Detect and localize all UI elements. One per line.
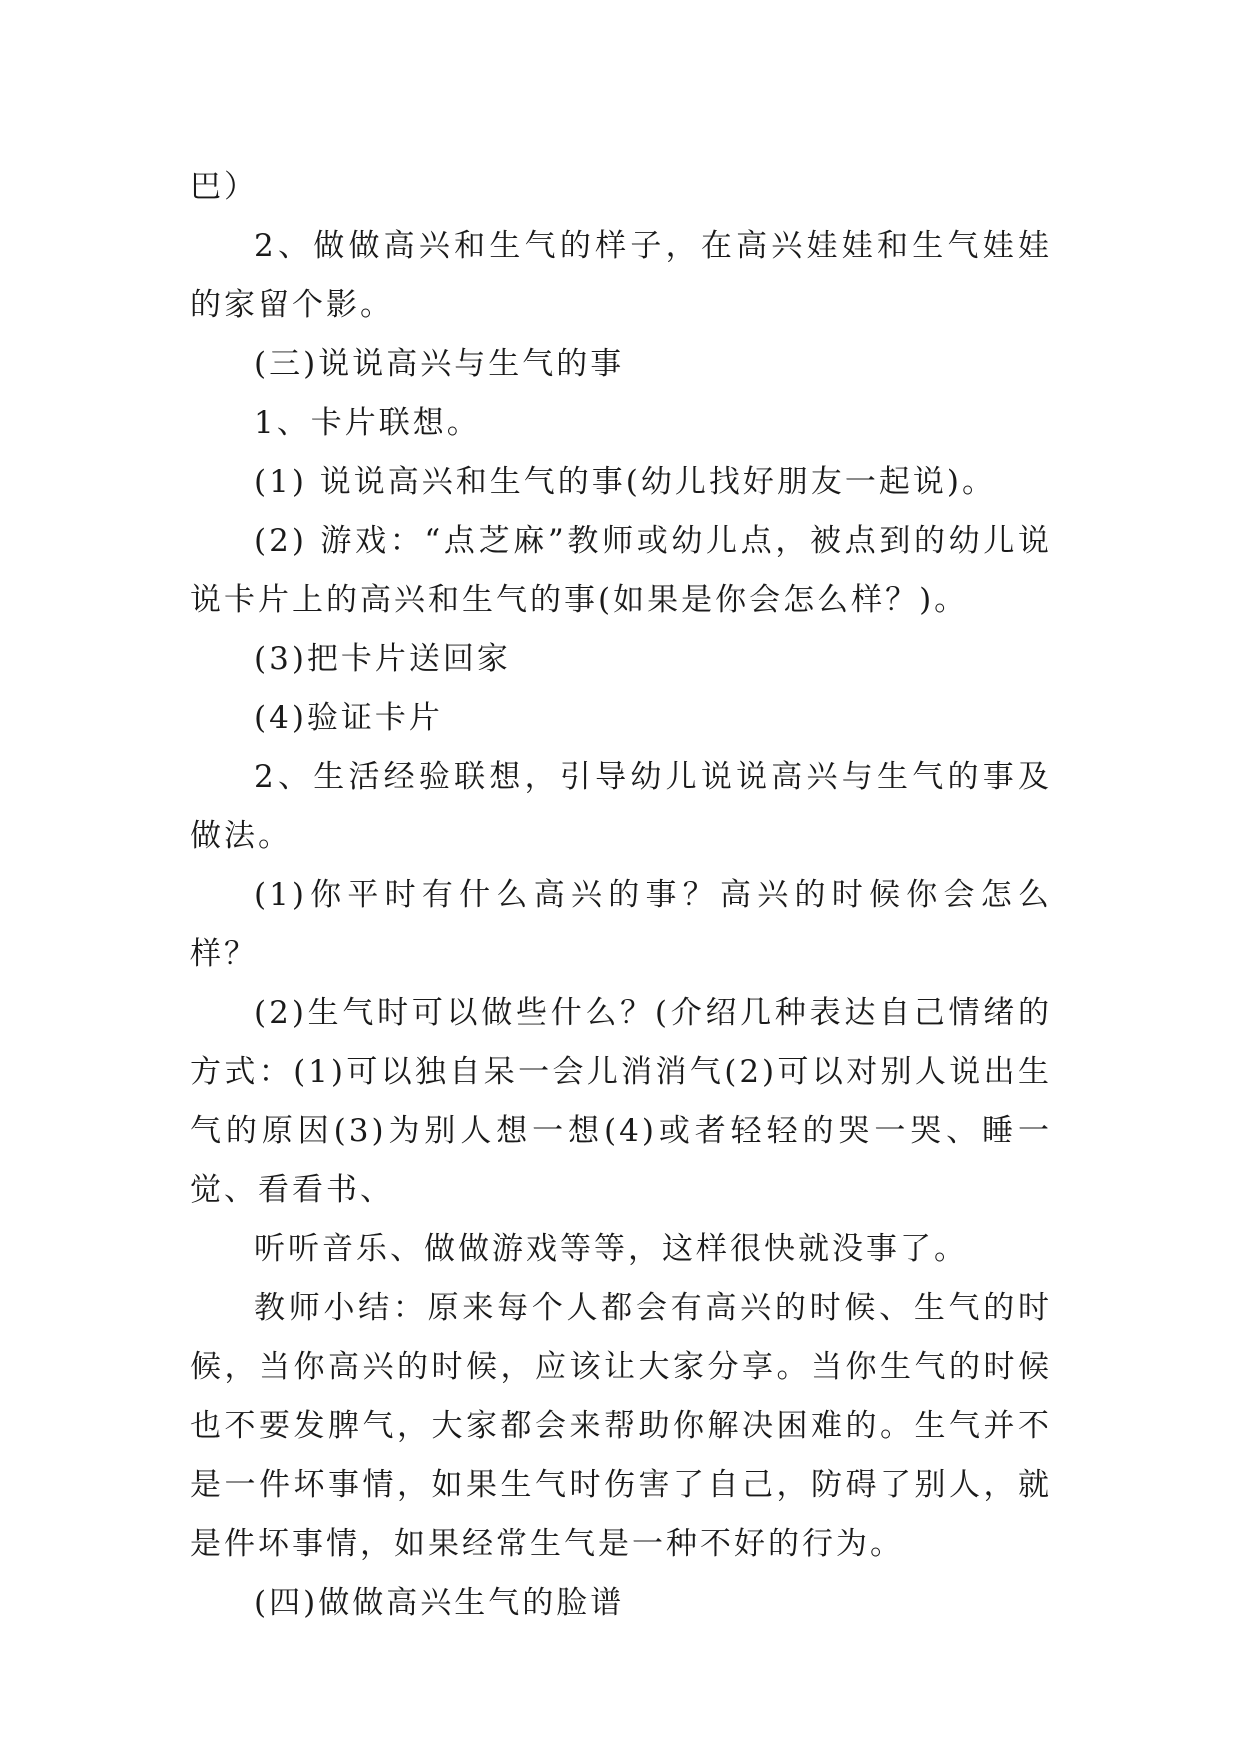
paragraph-activities: 听听音乐、做做游戏等等，这样很快就没事了。 <box>254 1231 968 1267</box>
list-item-angry: (2)生气时可以做些什么？(介绍几种表达自己情绪的方式：(1)可以独自呆一会儿消消气(2)可以对别人说出生气的原因(3)为别人想一想(4)或者轻轻的哭一哭、睡一觉、看看书、 <box>190 995 1052 1208</box>
paragraph-step-2-photo: 2、做做高兴和生气的样子，在高兴娃娃和生气娃娃的家留个影。 <box>190 228 1052 323</box>
section-heading-3: (三)说说高兴与生气的事 <box>254 346 625 382</box>
paragraph-teacher-summary: 教师小结：原来每个人都会有高兴的时候、生气的时候，当你高兴的时候，应该让大家分享。当你生气的时候也不要发脾气，大家都会来帮助你解决困难的。生气并不是一件坏事情，如果生气时伤害了自己，防碍了别人，就是件坏事情，如果经常生气是一种不好的行为。 <box>190 1290 1052 1562</box>
paragraph-continuation: 巴） <box>190 169 258 205</box>
document-body <box>190 158 1052 1633</box>
list-item-happy: (1)你平时有什么高兴的事？高兴的时候你会怎么样？ <box>190 877 1052 972</box>
list-item-2: (2) 游戏：“点芝麻”教师或幼儿点，被点到的幼儿说说卡片上的高兴和生气的事(如果是你会怎么样？)。 <box>190 523 1052 618</box>
list-item-3: (3)把卡片送回家 <box>254 641 511 677</box>
paragraph-life-experience: 2、生活经验联想，引导幼儿说说高兴与生气的事及做法。 <box>190 759 1052 854</box>
paragraph-card-association: 1、卡片联想。 <box>254 405 481 441</box>
list-item-1: (1) 说说高兴和生气的事(幼儿找好朋友一起说)。 <box>254 464 996 500</box>
list-item-4: (4)验证卡片 <box>254 700 443 736</box>
section-heading-4: (四)做做高兴生气的脸谱 <box>254 1585 625 1621</box>
